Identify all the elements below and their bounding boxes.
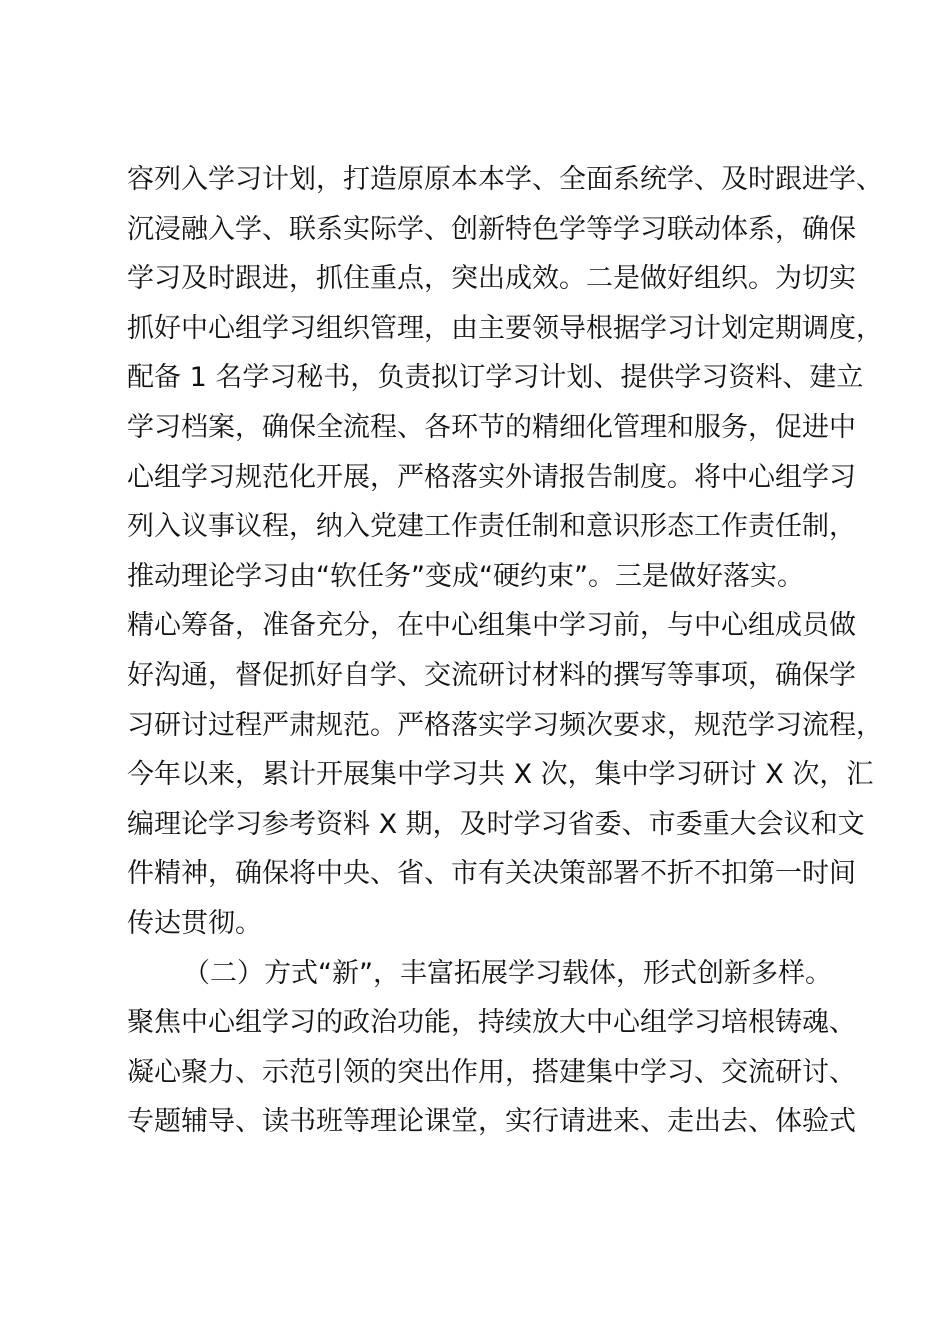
text-line: 专题辅导、读书班等理论课堂，实行请进来、走出去、体验式 [127,1106,856,1138]
text-line: 聚焦中心组学习的政治功能，持续放大中心组学习培根铸魂、 [127,1007,856,1039]
text-line: 件精神，确保将中央、省、市有关决策部署不折不扣第一时间 [127,858,856,890]
text-line: 编理论学习参考资料 X 期，及时学习省委、市委重大会议和文 [127,808,865,840]
text-line: 今年以来，累计开展集中学习共 X 次，集中学习研讨 X 次，汇 [127,759,874,791]
text-line: 传达贯彻。 [127,907,262,939]
text-line: 容列入学习计划，打造原原本本学、全面系统学、及时跟进学、 [127,164,883,195]
text-line: 列入议事议程，纳入党建工作责任制和意识形态工作责任制， [127,511,856,543]
section-heading: （二）方式“新”，丰富拓展学习载体，形式创新多样。 [183,957,832,989]
text-line: 学习档案，确保全流程、各环节的精细化管理和服务，促进中 [127,411,856,443]
text-line: 推动理论学习由“软任务”变成“硬约束”。三是做好落实。 [127,560,804,592]
text-line: 心组学习规范化开展，严格落实外请报告制度。将中心组学习 [127,461,856,493]
text-line: 凝心聚力、示范引领的突出作用，搭建集中学习、交流研讨、 [127,1056,856,1088]
text-line: 精心筹备，准备充分，在中心组集中学习前，与中心组成员做 [127,610,856,642]
text-line: 沉浸融入学、联系实际学、创新特色学等学习联动体系，确保 [127,213,856,245]
text-line: 好沟通，督促抓好自学、交流研讨材料的撰写等事项，确保学 [127,659,856,691]
text-line: 习研讨过程严肃规范。严格落实学习频次要求，规范学习流程， [127,709,883,741]
document-body [127,155,883,1147]
text-line: 抓好中心组学习组织管理，由主要领导根据学习计划定期调度， [127,312,883,344]
text-line: 学习及时跟进，抓住重点，突出成效。二是做好组织。为切实 [127,263,856,295]
text-line: 配备 1 名学习秘书，负责拟订学习计划、提供学习资料、建立 [127,362,864,394]
